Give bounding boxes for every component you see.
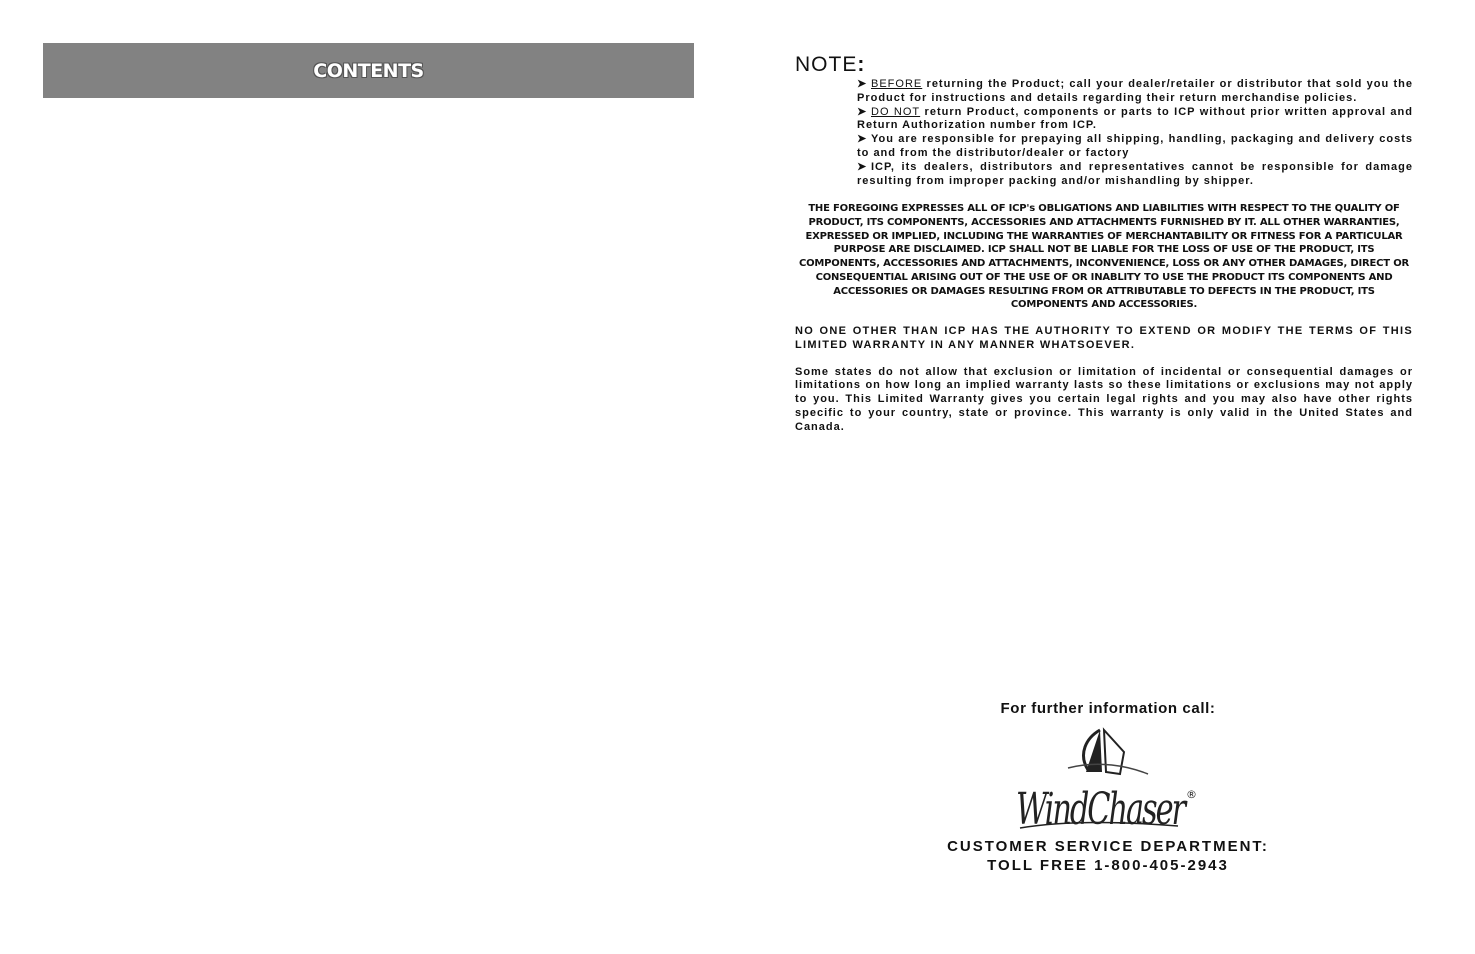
arrow-bullet-icon: ➤ bbox=[857, 105, 868, 118]
logo-wordmark: WindChaser bbox=[1016, 784, 1189, 834]
warranty-notes-section bbox=[795, 52, 1413, 435]
arrow-bullet-icon: ➤ bbox=[857, 78, 868, 90]
arrow-bullet-icon: ➤ bbox=[857, 133, 868, 146]
note-bullet: ➤ DO NOT return Product, components or parts to ICP without prior written approval and Return Authorization number from ICP. bbox=[857, 105, 1413, 132]
customer-service-block bbox=[795, 837, 1421, 875]
note-bullet: ➤ You are responsible for prepaying all shipping, handling, packaging and delivery costs to and from the distributor/dealer or factory bbox=[857, 133, 1413, 159]
warranty-disclaimer: THE FOREGOING EXPRESSES ALL OF ICP's OBLIGATIONS AND LIABILITIES WITH RESPECT TO THE QUALITY OF PRODUCT, ITS COMPONENTS, ACCESSORIES AND ATTACHMENTS FURNISHED BY IT. ALL OTHER WARRANTIES, EXPRESSED OR IMPLIED, INCLUDING THE WARRANTIES OF MERCHANTABILITY OR FITNESS FOR A PARTICULAR PURPOSE ARE DISCLAIMED. ICP SHALL NOT BE LIABLE FOR THE LOSS OF USE OF THE PRODUCT, ITS COMPONENTS, ACCESSORIES AND ATTACHMENTS, INCONVENIENCE, LOSS OR ANY OTHER DAMAGES, DIRECT OR CONSEQUENTIAL ARISING OUT OF THE USE OF OR INABLITY TO USE THE PRODUCT ITS COMPONENTS AND ACCESSORIES OR DAMAGES RESULTING FROM OR ATTRIBUTABLE TO DEFECTS IN THE PRODUCT, ITS COMPONENTS AND ACCESSORIES. bbox=[798, 203, 1409, 311]
toll-free-number: TOLL FREE 1-800-405-2943 bbox=[987, 857, 1229, 874]
note-bullet: ➤ BEFORE returning the Product; call your dealer/retailer or distributor that sold you the Product for instructions and details regarding their return merchandise policies. bbox=[857, 78, 1413, 104]
no-modification-notice: NO ONE OTHER THAN ICP HAS THE AUTHORITY TO EXTEND OR MODIFY THE TERMS OF THIS LIMITED WARRANTY IN ANY MANNER WHATSOEVER. bbox=[795, 325, 1413, 351]
customer-service-department: CUSTOMER SERVICE DEPARTMENT: bbox=[947, 838, 1269, 855]
note-bullet-list bbox=[857, 78, 1413, 188]
contents-title: CONTENTS bbox=[313, 59, 424, 82]
windchaser-sail-logo bbox=[1068, 730, 1148, 774]
note-heading: NOTE: bbox=[795, 53, 866, 76]
state-rights-notice: Some states do not allow that exclusion or limitation of incidental or consequential damages or limitations on how long an implied warranty lasts so these limitations or exclusions may not apply to you. This Limited Warranty gives you certain legal rights and you may also have other rights specific to your country, state or province. This warranty is only valid in the United States and Canada. bbox=[795, 365, 1413, 433]
arrow-bullet-icon: ➤ bbox=[857, 160, 868, 173]
windchaser-logo bbox=[1008, 724, 1198, 834]
contents-header-bar bbox=[43, 43, 694, 98]
note-bullet: ➤ ICP, its dealers, distributors and representatives cannot be responsible for damage resulting from improper packing and/or mishandling by shipper. bbox=[857, 160, 1413, 187]
registered-mark: ® bbox=[1186, 788, 1197, 801]
further-info-label: For further information call: bbox=[1000, 700, 1216, 717]
